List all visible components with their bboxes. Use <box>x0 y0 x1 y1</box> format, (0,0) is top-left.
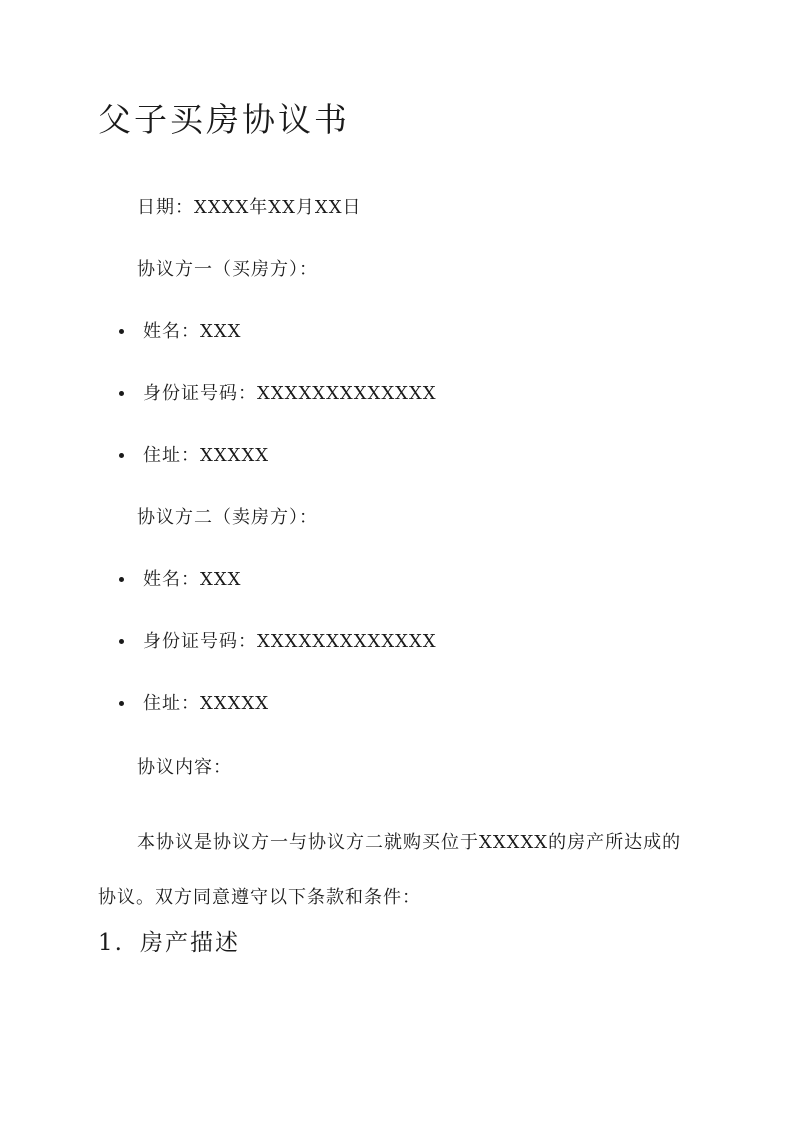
party-one-id-item <box>119 381 437 407</box>
party-two-address: 住址：XXXXX <box>143 693 270 714</box>
party-two-id: 身份证号码：XXXXXXXXXXXXX <box>143 631 437 652</box>
document-title: 父子买房协议书 <box>98 100 350 139</box>
party-two-name-item <box>119 567 241 593</box>
bullet-icon <box>119 329 124 334</box>
party-one-heading: 协议方一（买房方）： <box>137 259 318 280</box>
content-paragraph: 本协议是协议方一与协议方二就购买位于XXXXX的房产所达成的协议。双方同意遵守以下条款和条件： <box>98 832 682 908</box>
bullet-icon <box>119 701 124 706</box>
party-one-address-item <box>119 443 269 469</box>
party-two-id-item <box>119 629 437 655</box>
party-two-name: 姓名：XXX <box>143 569 242 590</box>
content-heading: 协议内容： <box>137 757 232 778</box>
party-one-address: 住址：XXXXX <box>143 445 270 466</box>
bullet-icon <box>119 639 124 644</box>
section-1-number: 1. <box>98 930 124 956</box>
bullet-icon <box>119 453 124 458</box>
party-one-name: 姓名：XXX <box>143 321 242 342</box>
section-1-heading <box>98 925 240 961</box>
bullet-icon <box>119 577 124 582</box>
party-two-heading: 协议方二（卖房方）： <box>137 507 318 528</box>
party-one-name-item <box>119 319 241 345</box>
bullet-icon <box>119 391 124 396</box>
party-one-id: 身份证号码：XXXXXXXXXXXXX <box>143 383 437 404</box>
section-1-title: 房产描述 <box>139 930 240 956</box>
party-two-address-item <box>119 691 269 717</box>
date-line: 日期：XXXX年XX月XX日 <box>137 197 362 218</box>
